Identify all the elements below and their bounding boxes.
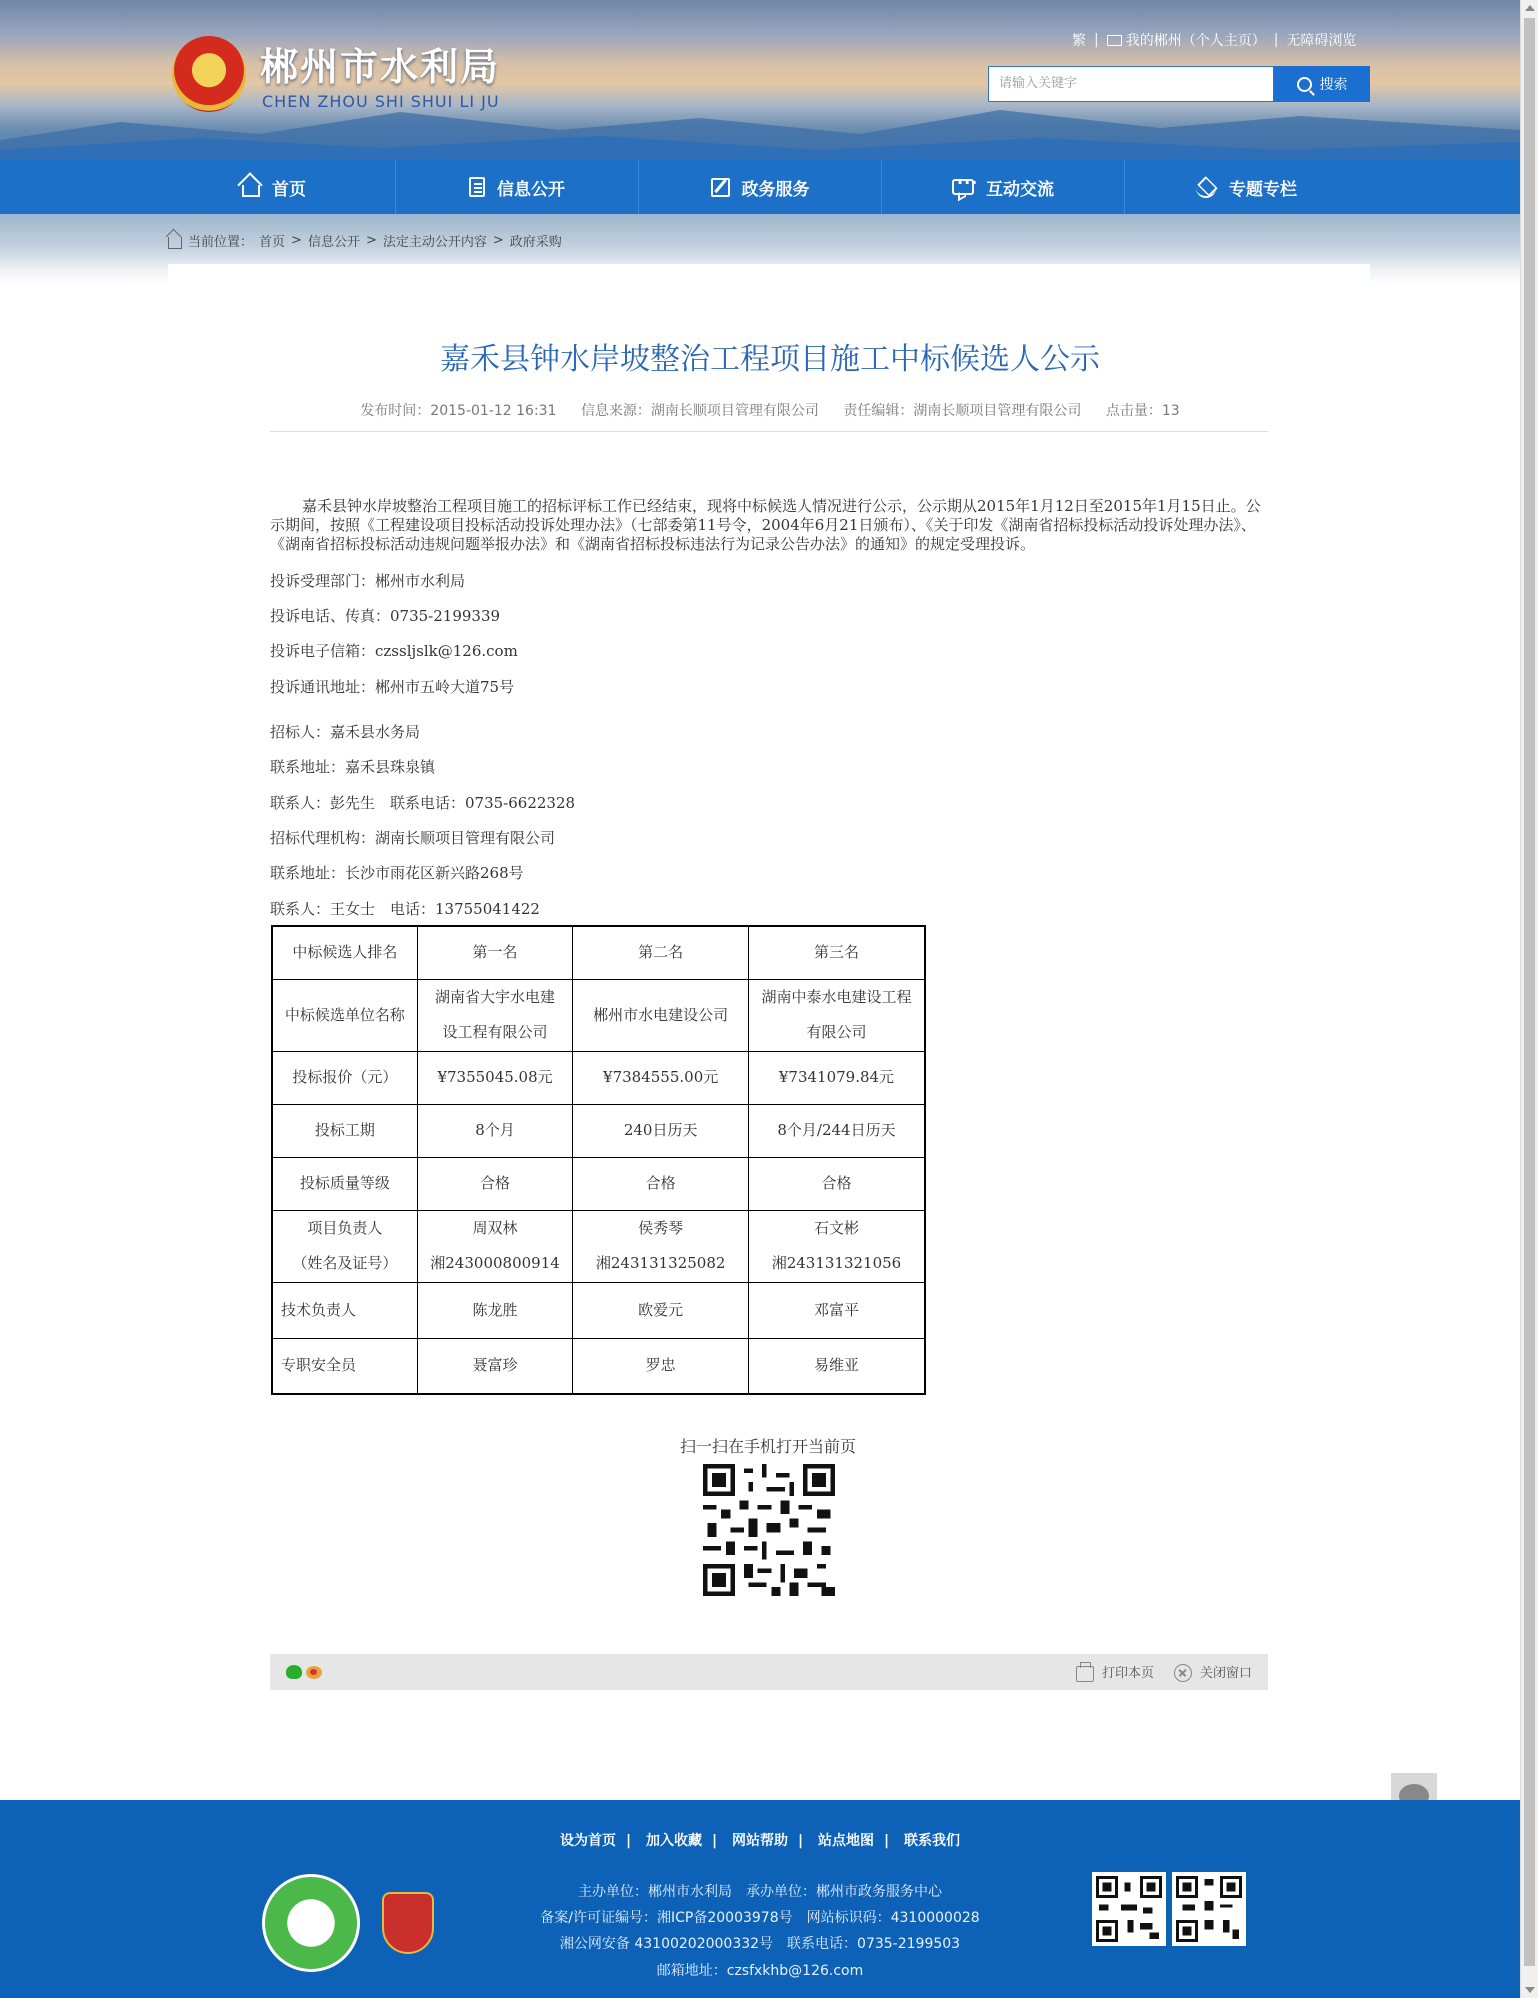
cell-line: 设工程有限公司 <box>442 1023 548 1041</box>
table-cell <box>748 1210 925 1282</box>
table-header-cell: 第二名 <box>573 926 749 979</box>
cell-line: 湘243131325082 <box>595 1254 726 1272</box>
scrollbar-thumb[interactable] <box>1524 18 1535 1966</box>
separator: | <box>798 1833 804 1849</box>
nav-label: 互动交流 <box>986 179 1054 200</box>
wechat-share-icon[interactable] <box>286 1665 302 1679</box>
footer-links <box>0 1830 1520 1850</box>
separator: | <box>1094 32 1099 48</box>
home-icon <box>168 237 182 249</box>
separator: | <box>626 1833 632 1849</box>
nav-interaction[interactable] <box>882 160 1125 214</box>
site-subtitle: CHEN ZHOU SHI SHUI LI JU <box>262 92 500 111</box>
mountain-decoration <box>0 100 1520 160</box>
hit-count: 点击量：13 <box>1105 403 1180 419</box>
party-gov-badge-icon[interactable] <box>382 1892 434 1954</box>
table-header-row <box>272 926 925 979</box>
article-title: 嘉禾县钟水岸坡整治工程项目施工中标候选人公示 <box>440 342 1100 377</box>
layers-icon <box>1195 176 1217 198</box>
cell-line: 湘243131321056 <box>771 1254 902 1272</box>
editor: 责任编辑：湖南长顺项目管理有限公司 <box>843 403 1082 419</box>
nav-label: 首页 <box>272 179 306 200</box>
footer-qr-code-icon <box>1092 1872 1166 1946</box>
scrollbar[interactable] <box>1520 0 1538 1998</box>
cell-line: 有限公司 <box>806 1023 867 1041</box>
complaint-dept: 投诉受理部门：郴州市水利局 <box>270 572 466 590</box>
print-icon <box>1076 1666 1094 1682</box>
national-emblem-icon <box>172 36 246 112</box>
agency-address: 联系地址：长沙市雨花区新兴路268号 <box>270 864 524 882</box>
scroll-up-icon[interactable] <box>1525 5 1535 11</box>
main-nav <box>0 160 1520 214</box>
candidate-table <box>271 925 926 1395</box>
footer-icp: 备案/许可证编号：湘ICP备20003978号 网站标识码：4310000028 <box>540 1910 980 1926</box>
complaint-email: 投诉电子信箱：czssljslk@126.com <box>270 642 518 660</box>
breadcrumb-sep: > <box>291 233 302 248</box>
info-source: 信息来源：湖南长顺项目管理有限公司 <box>580 403 819 419</box>
print-label: 打印本页 <box>1101 1666 1154 1682</box>
intro-paragraph: 嘉禾县钟水岸坡整治工程项目施工的招标评标工作已经结束，现将中标候选人情况进行公示，公示期从2015年1月12日至2015年1月15日止。公示期间，按照《工程建设项目投标活动投诉处理办法》（七部委第11号令，2004年6月21日颁布）、《关于印发《湖南省招标投标活动投诉处理办法》、《湖南省招标投标活动违规问题举报办法》和《湖南省招标投标违法行为记录公告办法》的通知》的规定受理投诉。 <box>270 497 1261 553</box>
site-title: 郴州市水利局 <box>260 45 501 89</box>
footer-email: 邮箱地址：czsfxkhb@126.com <box>656 1963 864 1979</box>
table-row <box>272 1051 925 1104</box>
separator: | <box>884 1833 890 1849</box>
footer-link-help[interactable]: 网站帮助 <box>732 1833 788 1849</box>
breadcrumb-sep: > <box>365 233 377 248</box>
footer-link-favorite[interactable]: 加入收藏 <box>646 1833 702 1849</box>
nav-home[interactable] <box>153 160 396 214</box>
tenderer: 招标人：嘉禾县水务局 <box>270 723 421 741</box>
table-cell: 邓富平 <box>748 1282 925 1338</box>
breadcrumb-sep: > <box>492 233 504 248</box>
separator: | <box>1273 32 1279 48</box>
complaint-phone: 投诉电话、传真：0735-2199339 <box>270 607 501 625</box>
home-icon <box>242 185 260 197</box>
monitor-icon <box>1107 35 1122 46</box>
search-icon <box>1297 77 1312 92</box>
header-banner <box>0 0 1520 160</box>
table-header-cell: 第三名 <box>748 926 925 979</box>
table-cell: 欧爱元 <box>573 1282 749 1338</box>
search-button[interactable] <box>1274 66 1370 102</box>
breadcrumb-home[interactable]: 首页 <box>259 235 286 250</box>
table-cell <box>417 979 573 1051</box>
my-chenzhou-link[interactable] <box>1107 30 1266 50</box>
traditional-chinese-link[interactable]: 繁 <box>1072 33 1086 49</box>
table-header-cell: 第一名 <box>417 926 573 979</box>
table-cell: 郴州市水电建设公司 <box>573 979 749 1051</box>
divider <box>270 431 1268 432</box>
weibo-share-icon[interactable] <box>306 1666 322 1679</box>
table-cell: 陈龙胜 <box>417 1282 573 1338</box>
article-meta <box>270 400 1270 420</box>
table-row <box>272 1210 925 1282</box>
nav-special-topics[interactable] <box>1125 160 1367 214</box>
row-label: 投标质量等级 <box>272 1157 417 1210</box>
search-button-label: 搜索 <box>1319 77 1348 93</box>
table-header-cell: 中标候选人排名 <box>272 926 417 979</box>
close-window-button[interactable] <box>1174 1662 1252 1683</box>
table-cell <box>573 1210 749 1282</box>
cell-line: 湖南中泰水电建设工程 <box>761 988 912 1006</box>
footer-link-contact[interactable]: 联系我们 <box>904 1833 960 1849</box>
table-cell: 合格 <box>417 1157 573 1210</box>
nav-label: 政务服务 <box>741 179 810 200</box>
qr-caption: 扫一扫在手机打开当前页 <box>679 1437 856 1456</box>
print-button[interactable] <box>1076 1662 1154 1682</box>
footer-qr-code-icon <box>1172 1872 1246 1946</box>
cell-line: （姓名及证号） <box>292 1254 398 1272</box>
table-cell: 罗忠 <box>573 1338 749 1394</box>
table-row <box>272 1157 925 1210</box>
table-cell: 易维亚 <box>748 1338 925 1394</box>
table-cell: 合格 <box>748 1157 925 1210</box>
document-icon <box>469 177 485 197</box>
close-icon <box>1174 1664 1192 1682</box>
cell-line: 项目负责人 <box>307 1219 383 1237</box>
cell-line: 湘243000800914 <box>430 1254 560 1272</box>
breadcrumb <box>168 231 562 250</box>
nav-info-public[interactable] <box>396 160 639 214</box>
table-cell: 合格 <box>573 1157 749 1210</box>
footer-link-sitemap[interactable]: 站点地图 <box>818 1833 874 1849</box>
breadcrumb-procurement[interactable]: 政府采购 <box>509 235 562 250</box>
publish-time: 发布时间：2015-01-12 16:31 <box>360 403 557 419</box>
table-cell: ¥7384555.00元 <box>573 1051 749 1104</box>
table-cell: 聂富珍 <box>417 1338 573 1394</box>
cell-line: 周双林 <box>472 1219 518 1237</box>
breadcrumb-prefix: 当前位置： <box>188 235 254 250</box>
table-row <box>272 1338 925 1394</box>
nav-label: 专题专栏 <box>1229 179 1297 200</box>
agency-contact: 联系人：王女士 电话：13755041422 <box>270 900 540 918</box>
tenderer-address: 联系地址：嘉禾县珠泉镇 <box>270 758 436 776</box>
row-label: 投标工期 <box>272 1104 417 1157</box>
qr-code-icon <box>703 1464 835 1596</box>
nav-label: 信息公开 <box>497 179 565 200</box>
close-label: 关闭窗口 <box>1199 1665 1252 1681</box>
footer-host: 主办单位：郴州市水利局 承办单位：郴州市政务服务中心 <box>578 1884 942 1900</box>
row-label: 专职安全员 <box>272 1338 417 1394</box>
chat-icon <box>952 179 974 195</box>
table-cell: 8个月/244日历天 <box>748 1104 925 1157</box>
cell-line: 石文彬 <box>813 1219 859 1237</box>
cell-line: 湖南省大宇水电建 <box>435 988 556 1006</box>
footer-police: 湘公网安备 43100202000332号 联系电话：0735-2199503 <box>559 1936 961 1952</box>
footer-link-homepage[interactable]: 设为首页 <box>560 1833 616 1849</box>
table-row <box>272 979 925 1051</box>
table-cell: 8个月 <box>417 1104 573 1157</box>
accessibility-link[interactable]: 无障碍浏览 <box>1286 33 1357 49</box>
search-input[interactable]: 请输入关键字 <box>988 66 1274 102</box>
my-chenzhou-label: 我的郴州（个人主页） <box>1125 33 1266 49</box>
agency: 招标代理机构：湖南长顺项目管理有限公司 <box>270 829 556 847</box>
table-cell: ¥7355045.08元 <box>417 1051 573 1104</box>
complaint-address: 投诉通讯地址：郴州市五岭大道75号 <box>270 678 515 696</box>
cell-line: 侯秀琴 <box>638 1219 684 1237</box>
share-bar <box>270 1654 1268 1690</box>
civilized-website-badge-icon[interactable] <box>262 1874 360 1972</box>
scroll-down-icon[interactable] <box>1525 1987 1535 1993</box>
top-links <box>1072 30 1356 50</box>
table-cell: ¥7341079.84元 <box>748 1051 925 1104</box>
table-cell: 240日历天 <box>573 1104 749 1157</box>
separator: | <box>712 1833 718 1849</box>
breadcrumb-statutory[interactable]: 法定主动公开内容 <box>382 235 487 250</box>
row-label <box>272 1210 417 1282</box>
table-cell <box>417 1210 573 1282</box>
row-label: 技术负责人 <box>272 1282 417 1338</box>
nav-gov-services[interactable] <box>639 160 882 214</box>
breadcrumb-info-public[interactable]: 信息公开 <box>307 235 360 250</box>
row-label: 投标报价（元） <box>272 1051 417 1104</box>
table-row <box>272 1104 925 1157</box>
footer <box>0 1800 1520 1998</box>
row-label: 中标候选单位名称 <box>272 979 417 1051</box>
tenderer-contact: 联系人：彭先生 联系电话：0735-6622328 <box>270 794 576 812</box>
table-cell <box>748 979 925 1051</box>
edit-icon <box>711 178 730 197</box>
table-row <box>272 1282 925 1338</box>
